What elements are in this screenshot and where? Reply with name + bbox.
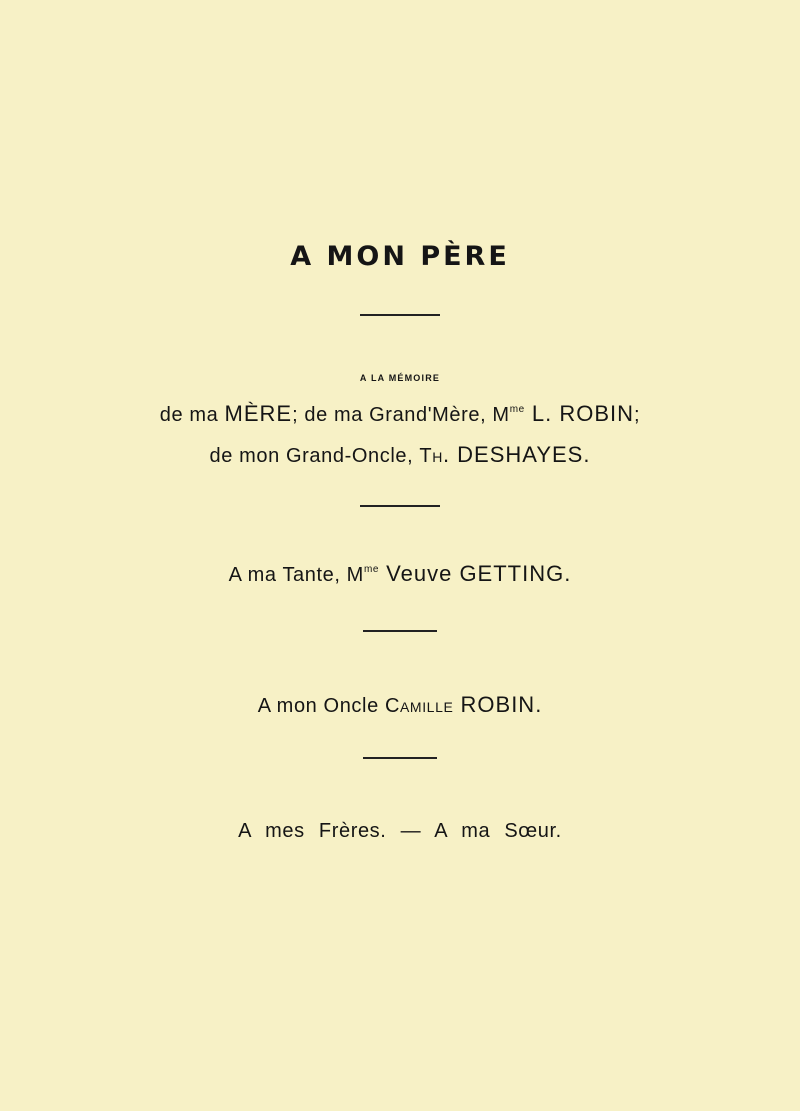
- robin-name: L. ROBIN: [524, 401, 635, 426]
- separator-rule: [360, 505, 440, 507]
- mere-suffix: ;: [634, 404, 641, 426]
- camille-robin-name: ROBIN.: [453, 692, 543, 717]
- dedication-freres-line: A mes Frères. — A ma Sœur.: [238, 820, 562, 842]
- deshayes-name: . DESHAYES.: [442, 442, 591, 467]
- dedication-camille-line: [0, 692, 800, 718]
- tante-prefix: A ma Tante, M: [228, 564, 364, 586]
- dedication-tante-line: [0, 561, 800, 587]
- th-abbrev: Th: [419, 445, 443, 467]
- camille-name: Camille: [384, 695, 454, 717]
- mere-word: MÈRE: [224, 401, 293, 426]
- dedication-grand-oncle-line: [0, 442, 800, 468]
- separator-rule: [360, 314, 440, 316]
- separator-rule: [363, 630, 437, 632]
- mere-prefix: de ma: [159, 404, 225, 426]
- madame-superscript: me: [509, 404, 525, 415]
- getting-name: Veuve GETTING.: [379, 561, 572, 586]
- memoire-heading: A LA MÉMOIRE: [359, 373, 441, 383]
- camille-prefix: A mon Oncle: [257, 695, 385, 717]
- grandmere-text: ; de ma Grand'Mère, M: [292, 404, 510, 426]
- separator-rule: [363, 757, 437, 759]
- oncle-prefix: de mon Grand-Oncle,: [209, 445, 420, 467]
- page-title: A MON PÈRE: [290, 241, 510, 272]
- madame-superscript: me: [363, 564, 380, 575]
- dedication-mere-line: [0, 401, 800, 427]
